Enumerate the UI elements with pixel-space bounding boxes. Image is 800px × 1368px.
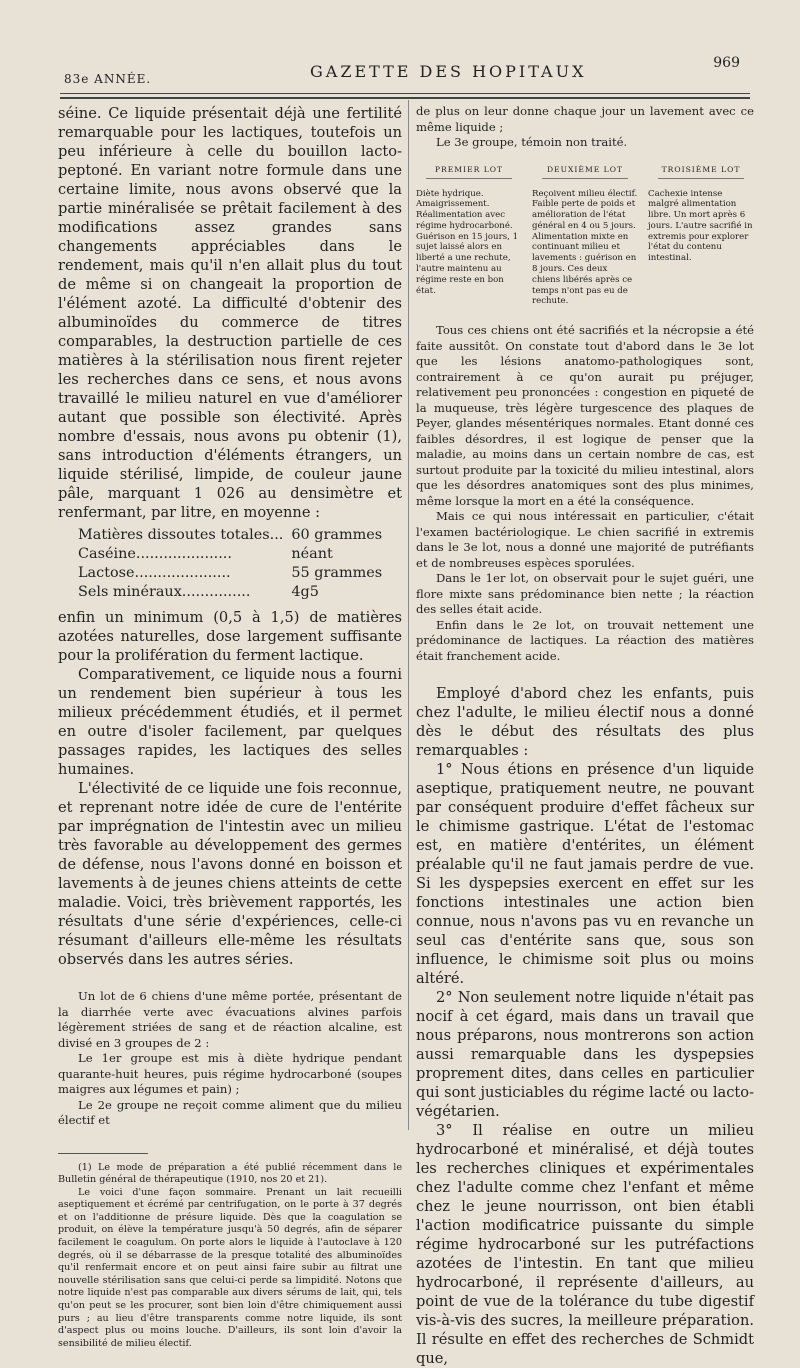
lot-text: Cachexie intense malgré alimentation libre. Un mort après 6 jours. L'autre sacrifié in extremis pour explorer l'état du contenu intestinal. — [648, 188, 753, 264]
lot-column — [648, 165, 754, 308]
paragraph: L'électivité de ce liquide une fois reconnue, et reprenant notre idée de cure de l'entérite par imprégnation de l'intestin avec un milieu très favorable au développement des germes de défense, nous l'avons donné en boisson et lavements à de jeunes chiens atteints de cette maladie. Voici, très brièvement rapportés, les résultats d'une série d'expériences, celle-ci résumant d'ailleurs elle-même les résultats observés dans les autres séries. — [58, 780, 402, 968]
right-column — [416, 104, 754, 1368]
lot-heading: DEUXIÈME LOT — [546, 164, 624, 174]
composition-row — [78, 583, 382, 602]
paragraph-small: de plus on leur donne chaque jour un lavement avec ce même liquide ; — [416, 104, 754, 134]
lot-column — [416, 165, 522, 308]
paragraph: 3° Il réalise en outre un milieu hydrocarboné et minéralisé, et déjà toutes les recherches cliniques et expérimentales chez l'adulte comme chez l'enfant et même chez le jeune nourrisson, ont bien établi l'action modificatrice puissante du simple régime hydrocarboné sur les putréfactions azotées de l'intestin. En tant que milieu hydrocarboné, il représente d'ailleurs, au point de vue de la tolérance du tube digestif vis-à-vis des sucres, la meilleure préparation. Il résulte en effet des recherches de Schmidt que, — [416, 1122, 754, 1368]
paragraph: 1° Nous étions en présence d'un liquide aseptique, pratiquement neutre, ne pouvant par conséquent produire d'effet fâcheux sur le chimisme gastrique. L'état de l'estomac est, en matière d'entérites, un élément préalable qu'il ne faut jamais perdre de vue. Si les dyspepsies exercent en effet sur les fonctions intestinales une action bien connue, nous n'avons pas vu en revanche un seul cas d'entérite sans que, sous son influence, le chimisme soit plus ou moins altéré. — [416, 761, 754, 988]
paragraph-small: Le 2e groupe ne reçoit comme aliment que du milieu électif et — [58, 1097, 402, 1127]
paragraph: enfin un minimum (0,5 à 1,5) de matières azotées naturelles, dose largement suffisante pour la prolifération du ferment lactique. — [58, 609, 402, 664]
component-name: Sels minéraux............... — [78, 584, 251, 600]
component-name: Caséine..................... — [78, 546, 232, 562]
paragraph-small: Tous ces chiens ont été sacrifiés et la nécropsie a été faite aussitôt. On constate tout d'abord dans le 3e lot que les lésions anatomo-pathologiques sont, contrairement à ce qu'on aurait pu préjuger, relativement peu prononcées : congestion en piqueté de la muqueuse, très légère turgescence des plaques de Peyer, glandes mésentériques normales. Etant donné ces faibles désordres, il est logique de penser que la maladie, au moins dans un certain nombre de cas, est surtout produite par la toxicité du milieu intestinal, alors que les désordres anatomiques sont des plus minimes, même lorsque la mort en a été la conséquence. — [416, 323, 754, 508]
page-header — [60, 55, 760, 90]
component-value: 60 grammes — [291, 527, 383, 543]
lot-text: Reçoivent milieu électif. Faible perte de poids et amélioration de l'état général en 4 ou 5 jours. Alimentation mixte en continuant milieu et lavements : guérison en 8 jours. Ces deux chiens libérés après ce temps n'ont pas eu de rechute. — [532, 188, 638, 307]
paragraph: Employé d'abord chez les enfants, puis chez l'adulte, le milieu électif nous a donné dès le début des résultats des plus remarquables : — [416, 685, 754, 760]
paragraph-small: Le 3e groupe, témoin non traité. — [436, 135, 628, 149]
header-rule-top — [60, 93, 750, 94]
lot-column — [532, 165, 638, 308]
component-value: 55 grammes — [291, 565, 383, 581]
column-divider — [408, 100, 409, 1130]
header-rule-bottom — [60, 97, 750, 99]
footnote: Le voici d'une façon sommaire. Prenant un lait recueilli aseptiquement et écrémé par centrifugation, on le porte à 37 degrés et on l'additionne de présure liquide. Dès que la coagulation se produit, on élève la température jusqu'à 50 degrés, afin de séparer facilement le coagulum. On porte alors le liquide à l'autoclave à 120 degrés, où il se débarrasse de la presque totalité des albuminoïdes qu'il renfermait encore et on peut ainsi faire subir au filtrat une nouvelle stérilisation sans que celui-ci perde sa limpidité. Notons que notre liquide n'est pas comparable aux divers sérums de lait, qui, tels qu'on peut se les procurer, sont bien loin d'être chimiquement aussi purs ; au lieu d'être transparents comme notre liquide, ils sont d'aspect plus ou moins louche. D'ailleurs, ils sont loin d'avoir la sensibilité de milieu électif. — [58, 1186, 402, 1349]
year-label: 83e ANNÉE. — [64, 72, 152, 86]
lot-rule — [542, 178, 628, 179]
lot-rule — [658, 178, 744, 179]
paragraph-small: Un lot de 6 chiens d'une même portée, présentant de la diarrhée verte avec évacuations alvines parfois légèrement striées de sang et de réaction alcaline, est divisé en 3 groupes de 2 : — [58, 989, 402, 1050]
lot-text: Diète hydrique. Amaigrissement. Réalimentation avec régime hydrocarboné. Guérison en 15 jours, 1 sujet laissé alors en liberté a une rechute, l'autre maintenu au régime reste en bon état. — [416, 188, 519, 296]
component-value: 4g5 — [291, 584, 319, 600]
page-number: 969 — [713, 55, 740, 71]
journal-title: GAZETTE DES HOPITAUX — [310, 62, 587, 81]
composition-row — [78, 526, 382, 545]
composition-row — [78, 564, 382, 583]
footnote-rule — [58, 1153, 148, 1154]
paragraph-small: Le 1er groupe est mis à diète hydrique pendant quarante-huit heures, puis régime hydrocarboné (soupes maigres aux légumes et pain) ; — [58, 1051, 402, 1096]
paragraph: séine. Ce liquide présentait déjà une fertilité remarquable pour les lactiques, toutefois un peu inférieure à celle du bouillon lacto-peptoné. En variant notre formule dans une certaine limite, nous avons observé que la partie minéralisée se prêtait facilement à des modifications assez grandes sans changements appréciables dans le rendement, mais qu'il n'en allait plus du tout de même si on changeait la proportion de l'élément azoté. La difficulté d'obtenir des albuminoïdes du commerce de titres comparables, la destruction partielle de ces matières à la stérilisation nous firent rejeter les recherches dans ce sens, et nous avons travaillé le milieu naturel en vue d'améliorer autant que possible son électivité. Après nombre d'essais, nous avons pu obtenir (1), sans introduction d'éléments étrangers, un liquide stérilisé, limpide, de couleur jaune pâle, marquant 1 026 au densimètre et renfermant, par litre, en moyenne : — [58, 105, 402, 521]
component-value: néant — [291, 546, 333, 562]
left-column — [58, 104, 402, 1349]
paragraph-small: Mais ce qui nous intéressait en particulier, c'était l'examen bactériologique. Le chien sacrifié in extremis dans le 3e lot, nous a donné une majorité de putréfiants et de nombreuses espèces sporulées. — [416, 509, 754, 570]
lots-table — [416, 165, 754, 308]
lot-rule — [426, 178, 512, 179]
paragraph-small: Enfin dans le 2e lot, on trouvait nettement une prédominance de lactiques. La réaction des matières était franchement acide. — [416, 617, 754, 663]
component-name: Matières dissoutes totales... — [78, 527, 284, 543]
paragraph: Comparativement, ce liquide nous a fourni un rendement bien supérieur à tous les milieux précédemment étudiés, et il permet en outre d'isoler facilement, par quelques passages rapides, les lactiques des selles humaines. — [58, 666, 402, 778]
composition-row — [78, 545, 382, 564]
paragraph: 2° Non seulement notre liquide n'était pas nocif à cet égard, mais dans un travail que nous préparons, nous montrerons son action aussi remarquable dans les dyspepsies proprement dites, dans celles en particulier qui sont justiciables du régime lacté ou lacto-végétarien. — [416, 989, 754, 1121]
footnote: (1) Le mode de préparation a été publié récemment dans le Bulletin général de thérapeutique (1910, nos 20 et 21). — [58, 1161, 402, 1186]
lot-heading: TROISIÈME LOT — [661, 164, 741, 174]
paragraph-small: Dans le 1er lot, on observait pour le sujet guéri, une flore mixte sans prédominance bien nette ; la réaction des selles était acide. — [416, 571, 754, 617]
composition-table — [78, 526, 382, 602]
lot-heading: PREMIER LOT — [434, 164, 504, 174]
component-name: Lactose..................... — [78, 565, 231, 581]
